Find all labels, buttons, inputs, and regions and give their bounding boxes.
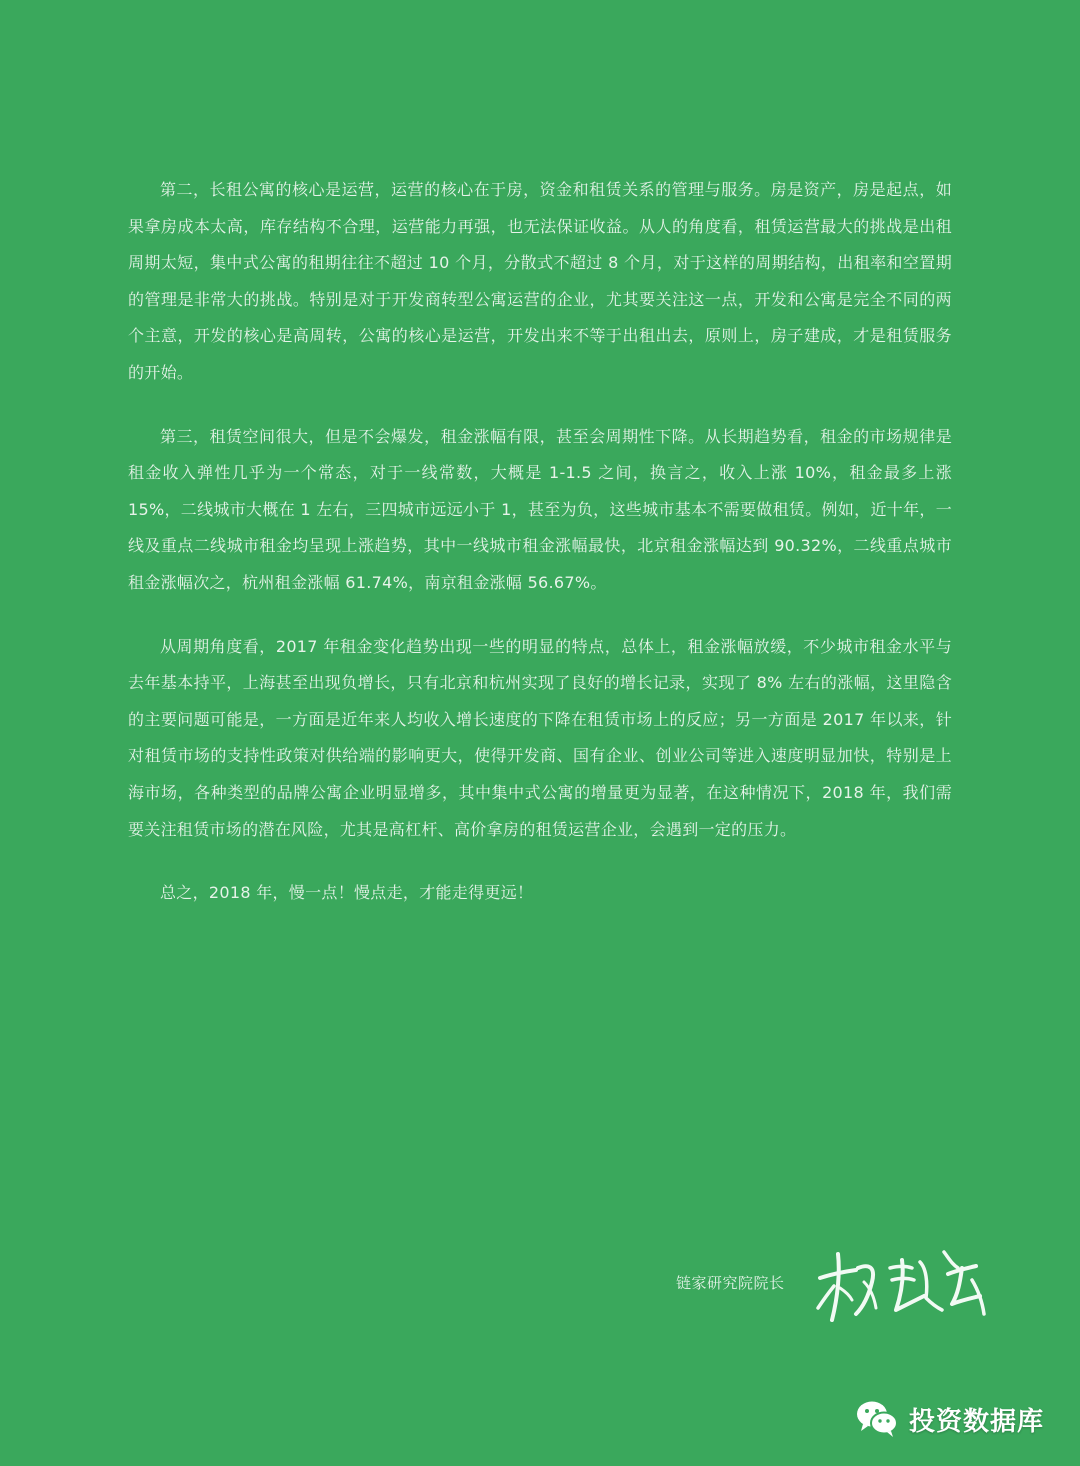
signature-block [676, 1238, 996, 1334]
paragraph-second-point: 第二，长租公寓的核心是运营，运营的核心在于房，资金和租赁关系的管理与服务。房是资产，房是起点，如果拿房成本太高，库存结构不合理，运营能力再强，也无法保证收益。从人的角度看，租赁运营最大的挑战是出租周期太短，集中式公寓的租期往往不超过 10 个月，分散式不超过 8 个月，对于这样的周期结构，出租率和空置期的管理是非常大的挑战。特别是对于开发商转型公寓运营的企业，尤其要关注这一点，开发和公寓是完全不同的两个主意，开发的核心是高周转，公寓的核心是运营，开发出来不等于出租出去，原则上，房子建成，才是租赁服务的开始。 [128, 180, 952, 382]
article-body [128, 172, 952, 939]
paragraph-cycle-analysis: 从周期角度看，2017 年租金变化趋势出现一些的明显的特点，总体上，租金涨幅放缓，不少城市租金水平与去年基本持平，上海甚至出现负增长，只有北京和杭州实现了良好的增长记录，实现了 8% 左右的涨幅，这里隐含的主要问题可能是，一方面是近年来人均收入增长速度的下降在租赁市场上的反应；另一方面是 2017 年以来，针对租赁市场的支持性政策对供给端的影响更大，使得开发商、国有企业、创业公司等进入速度明显加快，特别是上海市场，各种类型的品牌公寓企业明显增多，其中集中式公寓的增量更为显著，在这种情况下，2018 年，我们需要关注租赁市场的潜在风险，尤其是高杠杆、高价拿房的租赁运营企业，会遇到一定的压力。 [128, 636, 952, 839]
signature-title: 链家研究院院长 [676, 1274, 785, 1292]
handwritten-signature [812, 1238, 992, 1330]
watermark [855, 1397, 1044, 1441]
wechat-icon [855, 1399, 899, 1439]
paragraph-conclusion: 总之，2018 年，慢一点！慢点走，才能走得更远！ [160, 883, 534, 903]
paragraph-third-point: 第三，租赁空间很大，但是不会爆发，租金涨幅有限，甚至会周期性下降。从长期趋势看，租金的市场规律是租金收入弹性几乎为一个常态，对于一线常数，大概是 1-1.5 之间，换言之，收入上涨 10%，租金最多上涨 15%，二线城市大概在 1 左右，三四城市远远小于 1，甚至为负，这些城市基本不需要做租赁。例如，近十年，一线及重点二线城市租金均呈现上涨趋势，其中一线城市租金涨幅最快，北京租金涨幅达到 90.32%，二线重点城市租金涨幅次之，杭州租金涨幅 61.74%，南京租金涨幅 56.67%。 [128, 426, 952, 592]
watermark-text: 投资数据库 [908, 1406, 1044, 1437]
